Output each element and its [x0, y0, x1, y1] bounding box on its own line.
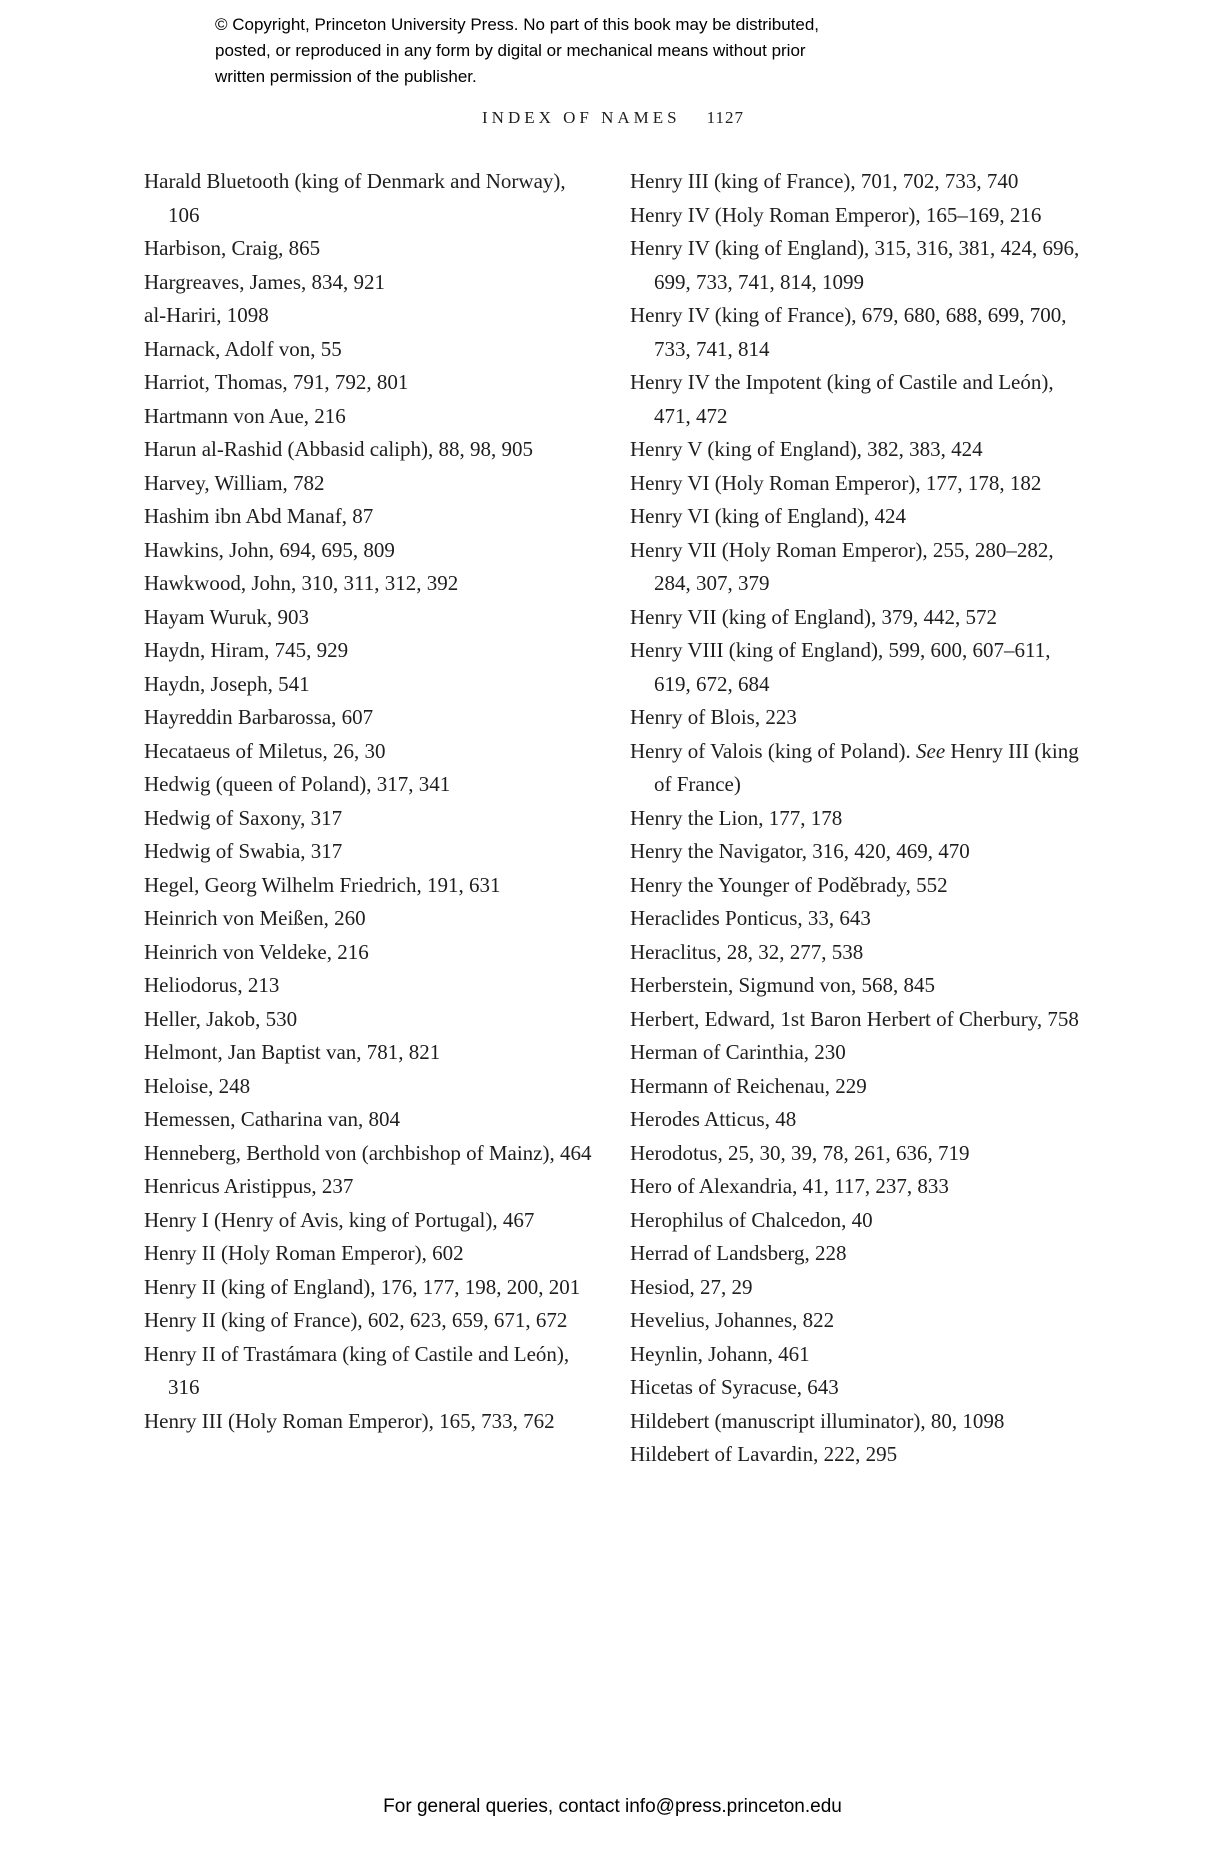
index-entry: Henry V (king of England), 382, 383, 424	[630, 437, 983, 461]
index-entry: Harnack, Adolf von, 55	[144, 336, 342, 361]
footer-contact: For general queries, contact info@press.princeton.edu	[383, 1796, 842, 1817]
index-entry: Heller, Jakob, 530	[144, 1006, 298, 1031]
index-entry: Henry VII (king of England), 379, 442, 572	[630, 604, 998, 629]
index-entry: Helmont, Jan Baptist van, 781, 821	[144, 1040, 441, 1064]
index-entry: Henry III (Holy Roman Emperor), 165, 733, 762	[144, 1408, 555, 1433]
index-entry: Henry of Valois (king of Poland). See Henry III (king of France)	[630, 738, 1079, 796]
index-entry: Hegel, Georg Wilhelm Friedrich, 191, 631	[144, 872, 501, 897]
index-entry: Haydn, Joseph, 541	[144, 671, 310, 696]
index-entry: Henry III (king of France), 701, 702, 733, 740	[630, 169, 1019, 193]
index-entry: Henry of Blois, 223	[630, 705, 797, 729]
index-entry: al-Hariri, 1098	[144, 303, 269, 327]
index-entry: Henry IV (Holy Roman Emperor), 165–169, 216	[630, 202, 1042, 227]
index-entry: Hawkwood, John, 310, 311, 312, 392	[144, 571, 459, 595]
index-entry: Hicetas of Syracuse, 643	[630, 1375, 839, 1399]
index-entry: Harbison, Craig, 865	[144, 236, 321, 260]
index-entry: Hedwig (queen of Poland), 317, 341	[144, 772, 451, 796]
index-entry: Heraclitus, 28, 32, 277, 538	[630, 939, 864, 964]
index-entry: Hashim ibn Abd Manaf, 87	[144, 504, 374, 528]
index-column-right	[630, 165, 1084, 1472]
running-head	[144, 108, 1082, 128]
index-entry: Heinrich von Veldeke, 216	[144, 939, 369, 964]
index-entry: Henry the Navigator, 316, 420, 469, 470	[630, 839, 970, 863]
index-entry: Hayreddin Barbarossa, 607	[144, 705, 374, 729]
index-entry: Henry IV (king of France), 679, 680, 688, 699, 700, 733, 741, 814	[630, 303, 1067, 361]
index-entry: Henry II of Trastámara (king of Castile and León), 316	[144, 1341, 570, 1399]
index-entry: Henry VI (Holy Roman Emperor), 177, 178, 182	[630, 470, 1042, 495]
index-entry: Herophilus of Chalcedon, 40	[630, 1207, 873, 1232]
index-entry: Heliodorus, 213	[144, 973, 280, 997]
index-entry: Hecataeus of Miletus, 26, 30	[144, 738, 386, 763]
index-entry: Haydn, Hiram, 745, 929	[144, 638, 349, 662]
index-entry: Henry VII (Holy Roman Emperor), 255, 280–282, 284, 307, 379	[630, 537, 1054, 595]
index-entry: Henry II (Holy Roman Emperor), 602	[144, 1241, 464, 1265]
index-entry: Herodotus, 25, 30, 39, 78, 261, 636, 719	[630, 1140, 970, 1165]
index-entry: Herberstein, Sigmund von, 568, 845	[630, 973, 936, 997]
index-entry: Hesiod, 27, 29	[630, 1274, 753, 1299]
index-entry: Hermann of Reichenau, 229	[630, 1073, 867, 1098]
running-head-title: INDEX OF NAMES	[482, 108, 681, 127]
index-entry: Heinrich von Meißen, 260	[144, 906, 366, 930]
index-entry: Henry the Lion, 177, 178	[630, 805, 843, 830]
index-entry: Henneberg, Berthold von (archbishop of Mainz), 464	[144, 1140, 592, 1165]
index-columns	[144, 165, 1084, 1472]
index-entry: Harald Bluetooth (king of Denmark and Norway), 106	[144, 169, 566, 227]
index-entry: Henry IV the Impotent (king of Castile and León), 471, 472	[630, 370, 1054, 428]
index-entry: Henry IV (king of England), 315, 316, 381, 424, 696, 699, 733, 741, 814, 1099	[630, 236, 1080, 294]
index-entry: Heynlin, Johann, 461	[630, 1341, 810, 1366]
index-column-left	[144, 165, 598, 1472]
index-entry: Harvey, William, 782	[144, 470, 325, 495]
index-entry: Hartmann von Aue, 216	[144, 403, 346, 428]
index-entry: Henry VIII (king of England), 599, 600, 607–611, 619, 672, 684	[630, 638, 1051, 696]
index-entry: Henry VI (king of England), 424	[630, 504, 907, 528]
index-entry: Henry II (king of France), 602, 623, 659, 671, 672	[144, 1308, 568, 1332]
index-entry: Hevelius, Johannes, 822	[630, 1308, 835, 1332]
index-entry: Henry I (Henry of Avis, king of Portugal), 467	[144, 1207, 535, 1232]
index-entry: Hayam Wuruk, 903	[144, 604, 309, 629]
index-entry: Hemessen, Catharina van, 804	[144, 1107, 401, 1131]
page-number: 1127	[706, 108, 744, 127]
index-entry: Hawkins, John, 694, 695, 809	[144, 537, 395, 562]
copyright-notice: © Copyright, Princeton University Press. No part of this book may be distributed, posted, or reproduced in any form by digital or mechanical means without prior written permission of the publisher.	[215, 15, 820, 86]
index-entry: Hargreaves, James, 834, 921	[144, 269, 386, 294]
index-entry: Hedwig of Swabia, 317	[144, 839, 343, 863]
index-entry: Herbert, Edward, 1st Baron Herbert of Cherbury, 758	[630, 1006, 1079, 1031]
index-entry: Henry II (king of England), 176, 177, 198, 200, 201	[144, 1274, 581, 1299]
index-entry: Hedwig of Saxony, 317	[144, 805, 343, 830]
index-entry: Herman of Carinthia, 230	[630, 1040, 846, 1064]
index-entry: Henricus Aristippus, 237	[144, 1174, 354, 1198]
index-entry: Hero of Alexandria, 41, 117, 237, 833	[630, 1174, 949, 1198]
index-entry: Herrad of Landsberg, 228	[630, 1241, 847, 1265]
index-entry: Hildebert (manuscript illuminator), 80, 1098	[630, 1408, 1005, 1433]
index-entry: Henry the Younger of Poděbrady, 552	[630, 872, 948, 897]
index-entry: Heloise, 248	[144, 1073, 251, 1098]
index-entry: Harun al-Rashid (Abbasid caliph), 88, 98, 905	[144, 437, 534, 461]
index-entry: Heraclides Ponticus, 33, 643	[630, 906, 871, 930]
index-entry: Harriot, Thomas, 791, 792, 801	[144, 370, 409, 394]
index-entry: Herodes Atticus, 48	[630, 1107, 797, 1131]
index-entry: Hildebert of Lavardin, 222, 295	[630, 1442, 898, 1466]
